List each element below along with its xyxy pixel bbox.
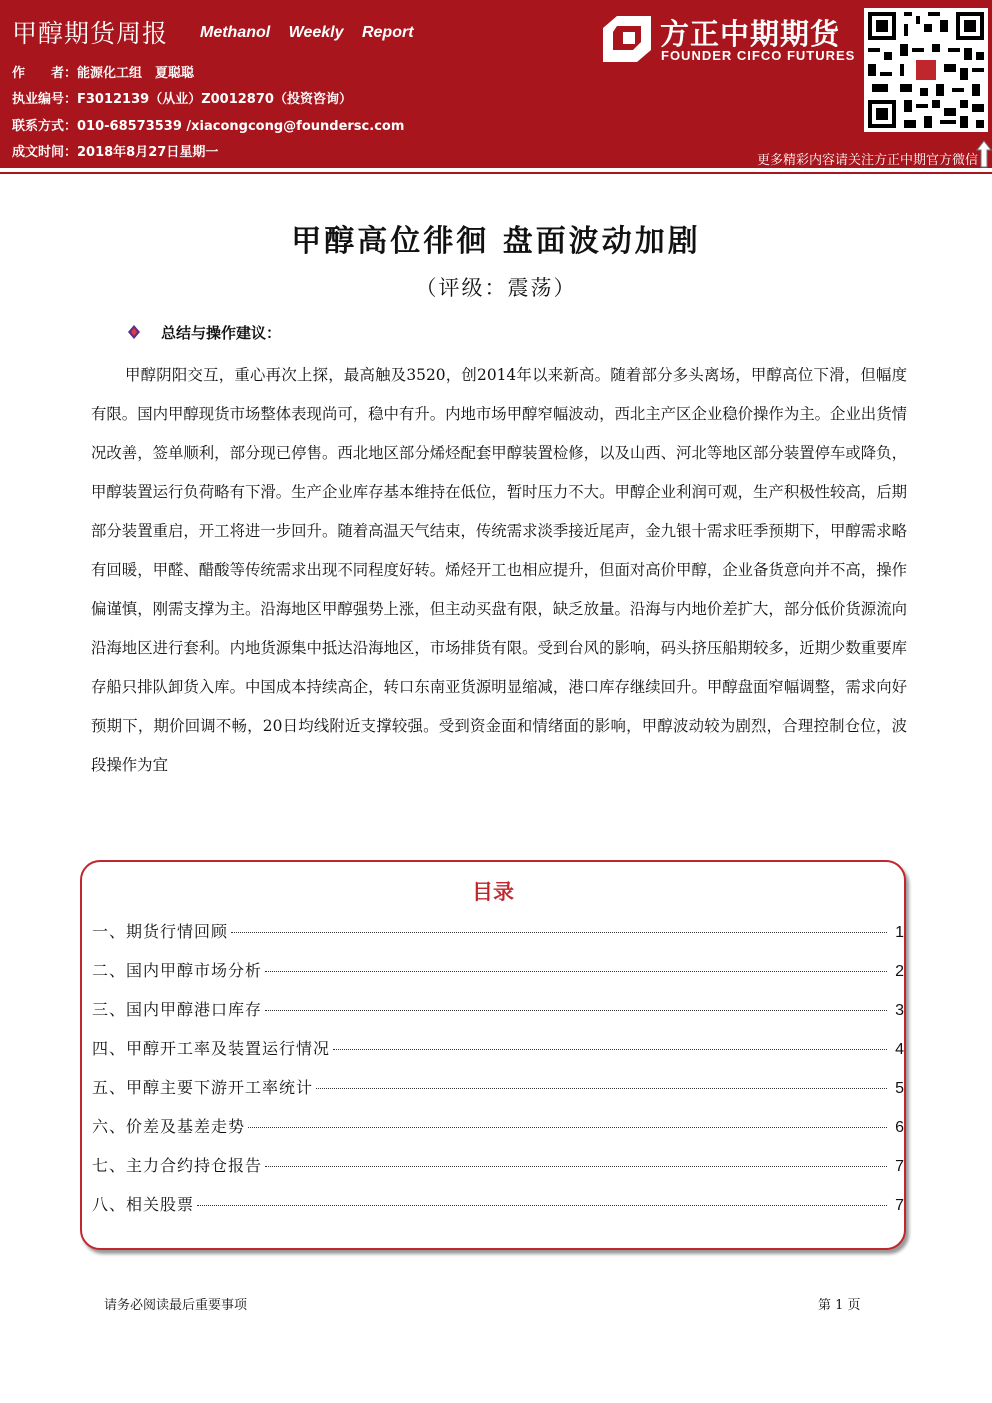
toc-title: 目录	[472, 880, 514, 904]
summary-heading	[125, 322, 281, 343]
toc-leader	[265, 1166, 887, 1167]
summary-heading-text: 总结与操作建议：	[161, 324, 282, 342]
toc-item-label: 七、主力合约持仓报告	[92, 1156, 263, 1175]
brand-english-title: Methanol Weekly Report	[200, 24, 414, 41]
footer-notice: 请务必阅读最后重要事项	[104, 1298, 248, 1313]
toc-item[interactable]	[92, 997, 904, 1036]
toc-item-label: 八、相关股票	[92, 1195, 195, 1214]
toc-item[interactable]	[92, 958, 904, 997]
toc-item-label: 三、国内甲醇港口库存	[92, 1000, 263, 1019]
report-title: 甲醇高位徘徊 盘面波动加剧	[291, 224, 701, 259]
toc-item-label: 六、价差及基差走势	[92, 1117, 246, 1136]
toc-item[interactable]	[92, 1075, 904, 1114]
toc-item-label: 四、甲醇开工率及装置运行情况	[92, 1039, 331, 1058]
date-line: 成文时间：2018年8月27日星期一	[12, 145, 219, 160]
toc-item-page: 6	[895, 1119, 904, 1136]
toc-leader	[265, 971, 887, 972]
toc-list	[92, 919, 904, 1231]
follow-wechat-text: 更多精彩内容请关注方正中期官方微信	[756, 153, 978, 168]
toc-leader	[333, 1049, 887, 1050]
founder-logo-icon	[603, 16, 651, 62]
toc-item-page: 3	[895, 1002, 904, 1019]
logo-chinese-name: 方正中期期货	[660, 17, 841, 51]
qr-code-icon[interactable]	[864, 8, 988, 132]
toc-item-page: 7	[895, 1158, 904, 1175]
toc-item-page: 1	[895, 924, 904, 941]
toc-leader	[248, 1127, 887, 1128]
author-line: 作 者：能源化工组 夏聪聪	[12, 66, 195, 81]
toc-item[interactable]	[92, 1036, 904, 1075]
toc-item-label: 五、甲醇主要下游开工率统计	[92, 1078, 314, 1097]
logo-english-name: FOUNDER CIFCO FUTURES	[661, 48, 856, 63]
toc-item-page: 7	[895, 1197, 904, 1214]
brand-title: 甲醇期货周报	[12, 19, 169, 48]
contact-line: 联系方式：010-68573539 /xiacongcong@foundersc.com	[12, 119, 405, 134]
toc-leader	[197, 1205, 887, 1206]
toc-item[interactable]	[92, 919, 904, 958]
toc-item-label: 一、期货行情回顾	[92, 922, 229, 941]
header-divider	[0, 172, 992, 174]
toc-leader	[265, 1010, 887, 1011]
toc-item[interactable]	[92, 1153, 904, 1192]
toc-item-page: 5	[895, 1080, 904, 1097]
arrow-up-icon	[976, 140, 992, 168]
report-header	[0, 0, 992, 168]
footer-page-number: 第 1 页	[818, 1298, 861, 1313]
toc-leader	[316, 1088, 887, 1089]
toc-item-label: 二、国内甲醇市场分析	[92, 961, 263, 980]
toc-item-page: 2	[895, 963, 904, 980]
license-line: 执业编号：F3012139（从业）Z0012870（投资咨询）	[12, 92, 352, 107]
toc-item[interactable]	[92, 1192, 904, 1231]
summary-body: 甲醇阴阳交互，重心再次上探，最高触及3520，创2014年以来新高。随着部分多头离场，甲醇高位下滑，但幅度有限。国内甲醇现货市场整体表现尚可，稳中有升。内地市场甲醇窄幅波动，西北主产区企业稳价操作为主。企业出货情况改善，签单顺利，部分现已停售。西北地区部分烯烃配套甲醇装置检修，以及山西、河北等地区部分装置停车或降负，甲醇装置运行负荷略有下滑。生产企业库存基本维持在低位，暂时压力不大。甲醇企业利润可观，生产积极性较高，后期部分装置重启，开工将进一步回升。随着高温天气结束，传统需求淡季接近尾声，金九银十需求旺季预期下，甲醇需求略有回暖，甲醛、醋酸等传统需求出现不同程度好转。烯烃开工也相应提升，但面对高价甲醇，企业备货意向并不高，操作偏谨慎，刚需支撑为主。沿海地区甲醇强势上涨，但主动买盘有限，缺乏放量。沿海与内地价差扩大，部分低价货源流向沿海地区进行套利。内地货源集中抵达沿海地区，市场排货有限。受到台风的影响，码头挤压船期较多，近期少数重要库存船只排队卸货入库。中国成本持续高企，转口东南亚货源明显缩减，港口库存继续回升。甲醇盘面窄幅调整，需求向好预期下，期价回调不畅，20日均线附近支撑较强。受到资金面和情绪面的影响，甲醇波动较为剧烈，合理控制仓位，波段操作为宜	[91, 366, 907, 774]
toc-item[interactable]	[92, 1114, 904, 1153]
toc-item-page: 4	[895, 1041, 904, 1058]
report-rating: （评级：震荡）	[415, 276, 577, 300]
table-of-contents	[80, 860, 906, 1250]
toc-leader	[231, 932, 887, 933]
